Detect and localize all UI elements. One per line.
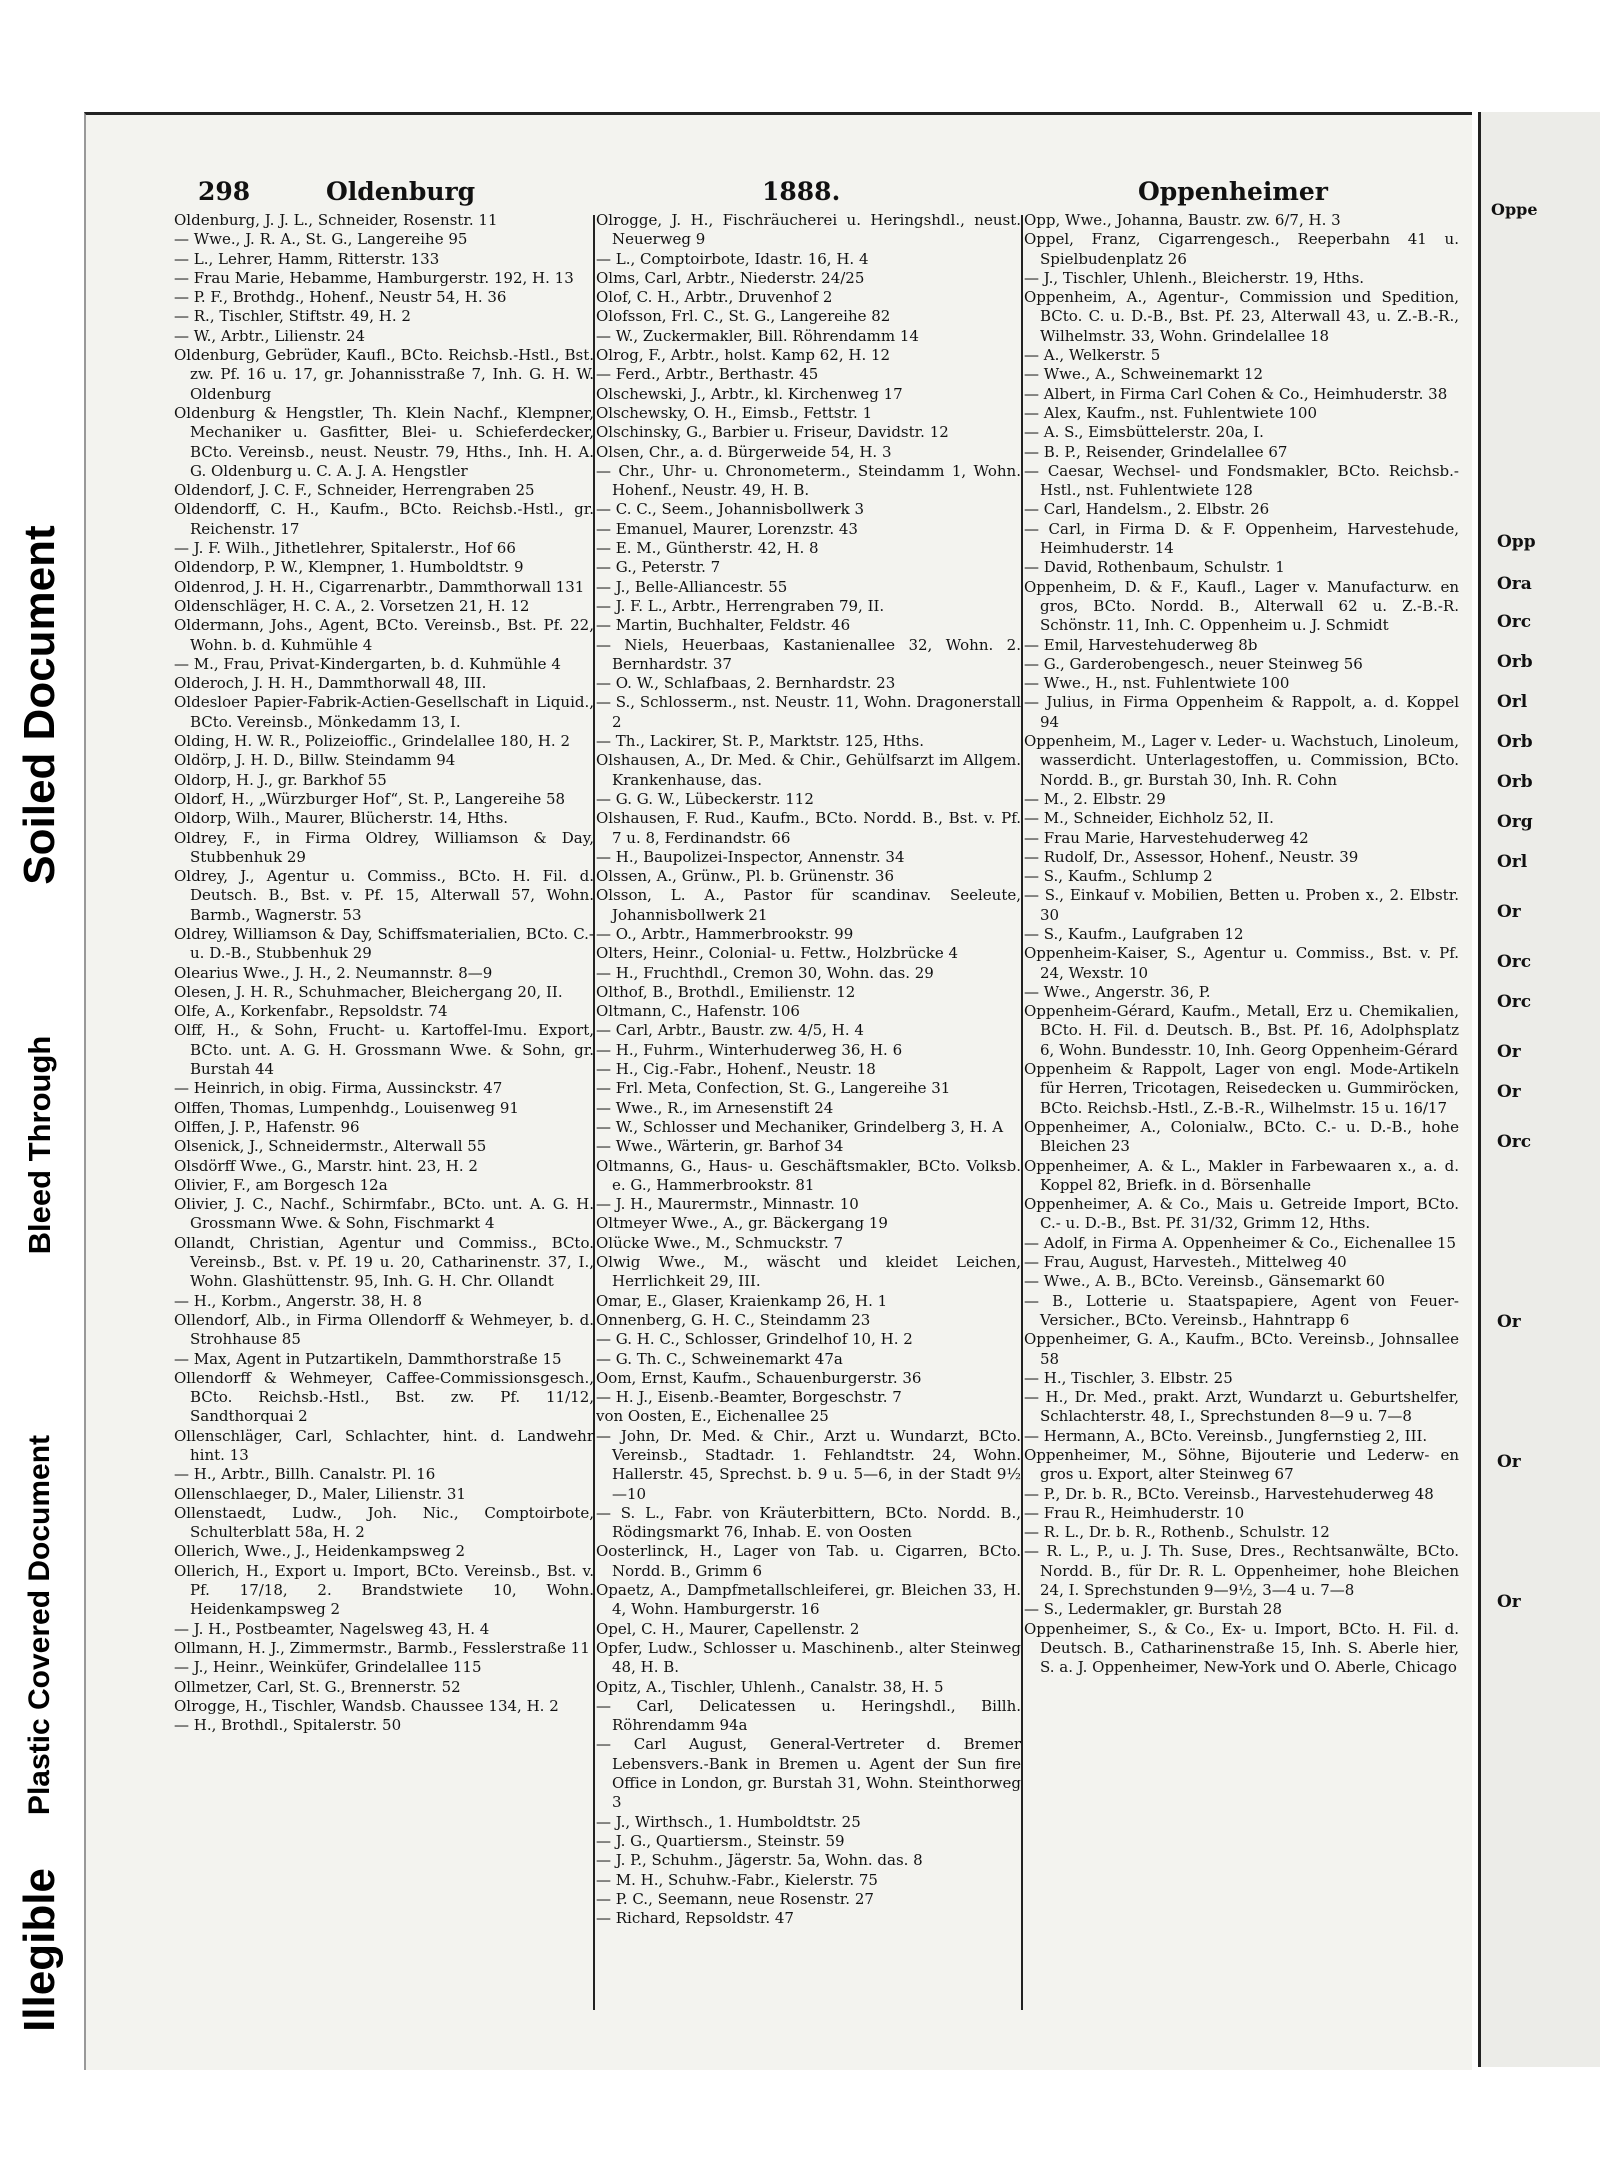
next-page-fragment: Or: [1497, 1082, 1521, 1102]
directory-entry: — Carl, Handelsm., 2. Elbstr. 26: [1024, 500, 1270, 519]
directory-entry: — Frl. Meta, Confection, St. G., Langereihe 31: [596, 1079, 951, 1098]
directory-entry: — Wwe., A., Schweinemarkt 12: [1024, 365, 1264, 384]
directory-entry: — Frau, August, Harvesteh., Mittelweg 40: [1024, 1253, 1347, 1272]
directory-entry: — C. C., Seem., Johannisbollwerk 3: [596, 500, 865, 519]
directory-entry: — Martin, Buchhalter, Feldstr. 46: [596, 616, 851, 635]
directory-entry: Oppenheimer, G. A., Kaufm., BCto. Vereinsb., Johnsallee 58: [1024, 1330, 1459, 1368]
directory-entry: — Wwe., A. B., BCto. Vereinsb., Gänsemarkt 60: [1024, 1272, 1385, 1291]
directory-entry: Opp, Wwe., Johanna, Baustr. zw. 6/7, H. 3: [1024, 211, 1341, 229]
directory-entry: Oldenschläger, H. C. A., 2. Vorsetzen 21, H. 12: [174, 596, 530, 615]
directory-entry: von Oosten, E., Eichenallee 25: [596, 1407, 829, 1426]
directory-entry: Ollenschläger, Carl, Schlachter, hint. d. Landwehr hint. 13: [174, 1426, 594, 1464]
directory-entry: Oldendorf, J. C. F., Schneider, Herrengraben 25: [174, 481, 535, 500]
directory-entry: — Carl, in Firma D. & F. Oppenheim, Harvestehude, Heimhuderstr. 14: [1024, 519, 1459, 558]
directory-entry: Olshausen, F. Rud., Kaufm., BCto. Nordd. B., Bst. v. Pf. 7 u. 8, Ferdinandstr. 66: [596, 809, 1021, 847]
directory-entry: — L., Lehrer, Hamm, Ritterstr. 133: [174, 249, 440, 268]
directory-entry: Oldenburg, J. J. L., Schneider, Rosenstr. 11: [174, 211, 498, 229]
directory-entry: Olof, C. H., Arbtr., Druvenhof 2: [596, 288, 833, 307]
directory-entry: Oltmeyer Wwe., A., gr. Bäckergang 19: [596, 1214, 888, 1233]
next-page-fragment: Org: [1497, 812, 1533, 832]
directory-entry: — G., Peterstr. 7: [596, 558, 721, 577]
next-page-fragment: Or: [1497, 902, 1521, 922]
directory-entry: Olrogge, H., Tischler, Wandsb. Chaussee 134, H. 2: [174, 1696, 559, 1715]
directory-entry: Olesen, J. H. R., Schuhmacher, Bleichergang 20, II.: [174, 982, 563, 1001]
next-page-fragment: Orl: [1497, 852, 1528, 872]
directory-entry: Ollendorf, Alb., in Firma Ollendorff & Wehmeyer, b. d. Strohhause 85: [174, 1310, 594, 1349]
directory-entry: Ollenschlaeger, D., Maler, Lilienstr. 31: [174, 1484, 466, 1503]
directory-entry: Oldermann, Johs., Agent, BCto. Vereinsb., Bst. Pf. 22, Wohn. b. d. Kuhmühle 4: [174, 616, 594, 654]
directory-entry: — Ferd., Arbtr., Berthastr. 45: [596, 365, 819, 384]
label-bleed-through: Bleed Through: [22, 1035, 57, 1255]
directory-entry: — A., Welkerstr. 5: [1024, 346, 1161, 365]
directory-entry: Oppel, Franz, Cigarrengesch., Reeperbahn 41 u. Spielbudenplatz 26: [1024, 230, 1459, 268]
directory-entry: — Caesar, Wechsel- und Fondsmakler, BCto. Reichsb.-Hstl., nst. Fuhlentwiete 128: [1024, 461, 1459, 500]
directory-entry: Oldenburg & Hengstler, Th. Klein Nachf., Klempner, Mechaniker u. Gasfitter, Blei- u. Schieferdecker, BCto. Vereinsb., neust. Neustr. 79, Hths., Inh. H. A. G. Oldenburg u. C. A. J. A. Hengstler: [174, 403, 594, 480]
directory-entry: — H., Fruchthdl., Cremon 30, Wohn. das. 29: [596, 963, 934, 982]
directory-entry: Olsdörff Wwe., G., Marstr. hint. 23, H. 2: [174, 1156, 478, 1175]
directory-entry: Olivier, J. C., Nachf., Schirmfabr., BCto. unt. A. G. H. Grossmann Wwe. & Sohn, Fischmarkt 4: [174, 1195, 594, 1233]
directory-entry: — H., Fuhrm., Winterhuderweg 36, H. 6: [596, 1040, 903, 1059]
directory-entry: Oldenrod, J. H. H., Cigarrenarbtr., Dammthorwall 131: [174, 577, 585, 596]
directory-entry: Oldorp, Wilh., Maurer, Blücherstr. 14, Hths.: [174, 809, 509, 828]
next-page-fragment: Ora: [1497, 574, 1532, 594]
directory-entry: — John, Dr. Med. & Chir., Arzt u. Wundarzt, BCto. Vereinsb., Stadtadr. 1. Fehlandtstr. 24, Wohn. Hallerstr. 45, Sprechst. b. 9 u. 5—6, in der Stadt 9½—10: [596, 1426, 1021, 1503]
label-illegible: Illegible: [15, 1868, 64, 2032]
directory-entry: — P., Dr. b. R., BCto. Vereinsb., Harvestehuderweg 48: [1024, 1484, 1434, 1503]
directory-entry: Ollmetzer, Carl, St. G., Brennerstr. 52: [174, 1677, 461, 1696]
directory-entry: Olschinsky, G., Barbier u. Friseur, Davidstr. 12: [596, 423, 949, 442]
directory-entry: — Niels, Heuerbaas, Kastanienallee 32, Wohn. 2. Bernhardstr. 37: [596, 635, 1021, 673]
directory-entry: — E. M., Güntherstr. 42, H. 8: [596, 539, 819, 558]
directory-entry: Olofsson, Frl. C., St. G., Langereihe 82: [596, 307, 891, 326]
page-number: 298: [198, 177, 251, 206]
directory-entry: Olrog, F., Arbtr., holst. Kamp 62, H. 12: [596, 346, 891, 365]
directory-entry: — Th., Lackirer, St. P., Marktstr. 125, Hths.: [596, 732, 925, 751]
directory-entry: — J. H., Postbeamter, Nagelsweg 43, H. 4: [174, 1619, 490, 1638]
directory-entry: — S., Einkauf v. Mobilien, Betten u. Proben x., 2. Elbstr. 30: [1024, 886, 1459, 924]
directory-entry: Oldenburg, Gebrüder, Kaufl., BCto. Reichsb.-Hstl., Bst. zw. Pf. 16 u. 17, gr. Johannisstraße 7, Inh. G. H. W. Oldenburg: [174, 346, 594, 403]
directory-entry: — G., Garderobengesch., neuer Steinweg 56: [1024, 654, 1363, 673]
next-page-fragment: Or: [1497, 1452, 1521, 1472]
directory-entry: Olivier, F., am Borgesch 12a: [174, 1175, 388, 1194]
directory-entry: — Carl, Arbtr., Baustr. zw. 4/5, H. 4: [596, 1021, 864, 1040]
directory-entry: Oppenheim, A., Agentur-, Commission und Spedition, BCto. C. u. D.-B., Bst. Pf. 23, Alterwall 43, u. Z.-B.-R., Wilhelmstr. 33, Wohn. Grindelallee 18: [1024, 288, 1459, 345]
directory-entry: Olffen, Thomas, Lumpenhdg., Louisenweg 91: [174, 1098, 519, 1117]
directory-entry: — J. H., Maurermstr., Minnastr. 10: [596, 1195, 859, 1214]
directory-entry: — Carl August, General-Vertreter d. Bremer Lebensvers.-Bank in Bremen u. Agent der Sun fire Office in London, gr. Burstah 31, Wohn. Steinthorweg 3: [596, 1735, 1021, 1812]
directory-entry: Oldesloer Papier-Fabrik-Actien-Gesellschaft in Liquid., BCto. Vereinsb., Mönkedamm 13, I.: [174, 693, 594, 731]
directory-entry: Olthof, B., Brothdl., Emilienstr. 12: [596, 982, 856, 1001]
directory-entry: — P. F., Brothdg., Hohenf., Neustr 54, H. 36: [174, 288, 507, 307]
coverage-legend-sidebar: [0, 0, 80, 2177]
directory-entry: Ollendorff & Wehmeyer, Caffee-Commissionsgesch., BCto. Reichsb.-Hstl., Bst. zw. Pf. 11/12, Sandthorquai 2: [174, 1368, 594, 1426]
directory-entry: — J. G., Quartiersm., Steinstr. 59: [596, 1831, 845, 1850]
directory-entry: — Albert, in Firma Carl Cohen & Co., Heimhuderstr. 38: [1024, 384, 1448, 403]
directory-entry: — Frau R., Heimhuderstr. 10: [1024, 1503, 1245, 1522]
next-page-title: Oppe: [1491, 200, 1538, 219]
directory-entry: — B., Lotterie u. Staatspapiere, Agent von Feuer-Versicher., BCto. Vereinsb., Hahntrapp 6: [1024, 1291, 1459, 1329]
directory-entry: — G. H. C., Schlosser, Grindelhof 10, H. 2: [596, 1330, 913, 1349]
next-page-fragment: Or: [1497, 1042, 1521, 1062]
directory-entry: Oppenheim, M., Lager v. Leder- u. Wachstuch, Linoleum, wasserdicht. Unterlagestoffen, u. Commission, BCto. Nordd. B., gr. Burstah 30, Inh. R. Cohn: [1024, 732, 1459, 789]
directory-entry: Oppenheim & Rappolt, Lager von engl. Mode-Artikeln für Herren, Tricotagen, Reisedecken u. Gummiröcken, BCto. Reichsb.-Hstl., Z.-B.-R., Wilhelmstr. 15 u. 16/17: [1024, 1060, 1459, 1117]
directory-entry: — Max, Agent in Putzartikeln, Dammthorstraße 15: [174, 1349, 562, 1368]
directory-entry: — Wwe., Wärterin, gr. Barhof 34: [596, 1137, 844, 1156]
directory-entry: — Wwe., J. R. A., St. G., Langereihe 95: [174, 230, 468, 249]
directory-entry: Olsson, L. A., Pastor für scandinav. Seeleute, Johannisbollwerk 21: [596, 886, 1021, 924]
directory-entry: Oppenheimer, M., Söhne, Bijouterie und Lederw- en gros u. Export, alter Steinweg 67: [1024, 1446, 1459, 1484]
directory-entry: Olssen, A., Grünw., Pl. b. Grünenstr. 36: [596, 867, 894, 886]
directory-entry: — H., Tischler, 3. Elbstr. 25: [1024, 1368, 1233, 1387]
directory-entry: — Julius, in Firma Oppenheim & Rappolt, a. d. Koppel 94: [1024, 693, 1459, 731]
directory-entry: Oldendorp, P. W., Klempner, 1. Humboldtstr. 9: [174, 558, 524, 577]
directory-entry: Olwig Wwe., M., wäscht und kleidet Leichen, Herrlichkeit 29, III.: [596, 1253, 1021, 1291]
directory-entry: — L., Comptoirbote, Idastr. 16, H. 4: [596, 249, 869, 268]
directory-entry: — O., Arbtr., Hammerbrookstr. 99: [596, 924, 854, 943]
directory-entry: — Rudolf, Dr., Assessor, Hohenf., Neustr. 39: [1024, 847, 1359, 866]
directory-entry: Olffen, J. P., Hafenstr. 96: [174, 1117, 360, 1136]
directory-entry: Oldrey, Williamson & Day, Schiffsmaterialien, BCto. C.- u. D.-B., Stubbenhuk 29: [174, 924, 594, 963]
directory-entry: Oldendorff, C. H., Kaufm., BCto. Reichsb.-Hstl., gr. Reichenstr. 17: [174, 500, 594, 538]
directory-entry: — Alex, Kaufm., nst. Fuhlentwiete 100: [1024, 403, 1317, 422]
directory-entry: Oom, Ernst, Kaufm., Schauenburgerstr. 36: [596, 1368, 922, 1387]
directory-entry: Oldorf, H., „Würzburger Hof“, St. P., Langereihe 58: [174, 789, 566, 808]
directory-entry: — W., Schlosser und Mechaniker, Grindelberg 3, H. A: [596, 1117, 1004, 1136]
running-title-right: Oppenheimer: [1138, 177, 1328, 206]
directory-entry: — Emil, Harvestehuderweg 8b: [1024, 635, 1258, 654]
label-plastic-covered: Plastic Covered Document: [23, 1434, 56, 1816]
next-page-fragment: Opp: [1497, 532, 1536, 552]
directory-entry: — J., Heinr., Weinküfer, Grindelallee 115: [174, 1658, 482, 1677]
directory-entry: Omar, E., Glaser, Kraienkamp 26, H. 1: [596, 1291, 888, 1310]
directory-entry: Opaetz, A., Dampfmetallschleiferei, gr. Bleichen 33, H. 4, Wohn. Hamburgerstr. 16: [596, 1581, 1021, 1619]
directory-entry: — G. G. W., Lübeckerstr. 112: [596, 789, 814, 808]
directory-entry: — H., Baupolizei-Inspector, Annenstr. 34: [596, 847, 905, 866]
directory-entry: Olrogge, J. H., Fischräucherei u. Heringshdl., neust. Neuerweg 9: [596, 211, 1021, 249]
directory-entry: Olding, H. W. R., Polizeioffic., Grindelallee 180, H. 2: [174, 732, 570, 751]
directory-entry: Olshausen, A., Dr. Med. & Chir., Gehülfsarzt im Allgem. Krankenhause, das.: [596, 751, 1021, 789]
next-page-fragment: Orc: [1497, 1132, 1532, 1152]
next-page-fragment: Orl: [1497, 692, 1528, 712]
directory-entry: — Hermann, A., BCto. Vereinsb., Jungfernstieg 2, III.: [1024, 1426, 1428, 1445]
directory-entry: — Adolf, in Firma A. Oppenheimer & Co., Eichenallee 15: [1024, 1233, 1457, 1252]
directory-entry: Ollmann, H. J., Zimmermstr., Barmb., Fesslerstraße 11: [174, 1638, 590, 1657]
directory-entry: — H., Brothdl., Spitalerstr. 50: [174, 1716, 402, 1735]
directory-entry: — R., Tischler, Stiftstr. 49, H. 2: [174, 307, 411, 326]
directory-entry: — P. C., Seemann, neue Rosenstr. 27: [596, 1889, 874, 1908]
directory-entry: Oldrey, F., in Firma Oldrey, Williamson & Day, Stubbenhuk 29: [174, 828, 594, 866]
directory-entry: — M., 2. Elbstr. 29: [1024, 789, 1166, 808]
directory-entry: — J. P., Schuhm., Jägerstr. 5a, Wohn. das. 8: [596, 1851, 923, 1870]
directory-entry: — S., Kaufm., Laufgraben 12: [1024, 924, 1244, 943]
directory-entry: — Wwe., H., nst. Fuhlentwiete 100: [1024, 674, 1290, 693]
directory-entry: Olearius Wwe., J. H., 2. Neumannstr. 8—9: [174, 963, 493, 982]
directory-entry: Ollerich, H., Export u. Import, BCto. Vereinsb., Bst. v. Pf. 17/18, 2. Brandstwiete 10, Wohn. Heidenkampsweg 2: [174, 1561, 594, 1619]
directory-entry: Oppenheim-Gérard, Kaufm., Metall, Erz u. Chemikalien, BCto. H. Fil. d. Deutsch. B., Bst. Pf. 16, Adolphsplatz 6, Wohn. Bundesstr. 10, Inh. Georg Oppenheim-Gérard: [1024, 1002, 1459, 1059]
directory-entry: — J., Wirthsch., 1. Humboldtstr. 25: [596, 1812, 861, 1831]
directory-entry: Oppenheimer, A. & L., Makler in Farbewaaren x., a. d. Koppel 82, Briefk. in d. Börsenhalle: [1024, 1156, 1459, 1194]
directory-entry: — Wwe., R., im Arnesenstift 24: [596, 1098, 834, 1117]
directory-entry: — O. W., Schlafbaas, 2. Bernhardstr. 23: [596, 674, 896, 693]
directory-entry: — S., Schlosserm., nst. Neustr. 11, Wohn. Dragonerstall 2: [596, 693, 1021, 731]
directory-entry: — H., Arbtr., Billh. Canalstr. Pl. 16: [174, 1465, 436, 1484]
directory-entry: — R. L., Dr. b. R., Rothenb., Schulstr. 12: [1024, 1523, 1330, 1542]
directory-entry: — Carl, Delicatessen u. Heringshdl., Billh. Röhrendamm 94a: [596, 1696, 1021, 1735]
directory-entry: Olschewsky, O. H., Eimsb., Fettstr. 1: [596, 403, 873, 422]
directory-entry: Opel, C. H., Maurer, Capellenstr. 2: [596, 1619, 860, 1638]
directory-entry: Olff, H., & Sohn, Frucht- u. Kartoffel-Imu. Export, BCto. unt. A. G. H. Grossmann Wwe. & Sohn, gr. Burstah 44: [174, 1021, 594, 1079]
directory-entry: — W., Zuckermakler, Bill. Röhrendamm 14: [596, 326, 919, 345]
directory-entry: Oppenheim-Kaiser, S., Agentur u. Commiss., Bst. v. Pf. 24, Wexstr. 10: [1024, 944, 1459, 982]
directory-entry: Oltmanns, G., Haus- u. Geschäftsmakler, BCto. Volksb. e. G., Hammerbrookstr. 81: [596, 1156, 1021, 1194]
directory-entry: Ollerich, Wwe., J., Heidenkampsweg 2: [174, 1542, 466, 1561]
directory-entry: Oosterlinck, H., Lager von Tab. u. Cigarren, BCto. Nordd. B., Grimm 6: [596, 1542, 1021, 1580]
directory-entry: — A. S., Eimsbüttelerstr. 20a, I.: [1024, 423, 1264, 442]
directory-entry: — Emanuel, Maurer, Lorenzstr. 43: [596, 519, 858, 538]
directory-column-3: [1024, 211, 1459, 2021]
next-page-fragment: Orb: [1497, 772, 1533, 792]
next-page-edge: [1478, 112, 1600, 2067]
directory-entry: Olters, Heinr., Colonial- u. Fettw., Holzbrücke 4: [596, 944, 959, 963]
directory-entry: — Heinrich, in obig. Firma, Aussinckstr. 47: [174, 1079, 503, 1098]
directory-entry: Olms, Carl, Arbtr., Niederstr. 24/25: [596, 268, 865, 287]
directory-entry: Onnenberg, G. H. C., Steindamm 23: [596, 1310, 871, 1329]
directory-entry: — B. P., Reisender, Grindelallee 67: [1024, 442, 1288, 461]
directory-entry: Opfer, Ludw., Schlosser u. Maschinenb., alter Steinweg 48, H. B.: [596, 1638, 1021, 1677]
directory-column-2: [596, 211, 1021, 2021]
next-page-fragment: Orc: [1497, 992, 1532, 1012]
directory-entry: — Frau Marie, Harvestehuderweg 42: [1024, 828, 1309, 847]
directory-entry: — G. Th. C., Schweinemarkt 47a: [596, 1349, 843, 1368]
directory-entry: Oldorp, H. J., gr. Barkhof 55: [174, 770, 387, 789]
directory-entry: — S. L., Fabr. von Kräuterbittern, BCto. Nordd. B., Rödingsmarkt 76, Inhab. E. von Oosten: [596, 1503, 1021, 1542]
directory-entry: — Frau Marie, Hebamme, Hamburgerstr. 192, H. 13: [174, 268, 574, 287]
directory-entry: Olschewski, J., Arbtr., kl. Kirchenweg 17: [596, 384, 903, 403]
directory-entry: Oppenheimer, A. & Co., Mais u. Getreide Import, BCto. C.- u. D.-B., Bst. Pf. 31/32, Grimm 12, Hths.: [1024, 1195, 1459, 1233]
directory-entry: — H., Cig.-Fabr., Hohenf., Neustr. 18: [596, 1060, 876, 1079]
directory-entry: Oltmann, C., Hafenstr. 106: [596, 1002, 800, 1021]
directory-entry: Ollandt, Christian, Agentur und Commiss., BCto. Vereinsb., Bst. v. Pf. 19 u. 20, Catharinenstr. 37, I., Wohn. Glashüttenstr. 95, Inh. G. H. Chr. Ollandt: [174, 1233, 594, 1291]
directory-entry: Olsen, Chr., a. d. Bürgerweide 54, H. 3: [596, 442, 892, 461]
directory-entry: — J., Belle-Alliancestr. 55: [596, 577, 788, 596]
directory-entry: Opitz, A., Tischler, Uhlenh., Canalstr. 38, H. 5: [596, 1677, 944, 1696]
directory-entry: — Chr., Uhr- u. Chronometerm., Steindamm 1, Wohn. Hohenf., Neustr. 49, H. B.: [596, 461, 1021, 500]
directory-entry: — S., Kaufm., Schlump 2: [1024, 867, 1213, 886]
next-page-fragment: Or: [1497, 1312, 1521, 1332]
directory-entry: Olücke Wwe., M., Schmuckstr. 7: [596, 1233, 844, 1252]
directory-entry: — M., Frau, Privat-Kindergarten, b. d. Kuhmühle 4: [174, 654, 561, 673]
edition-year: 1888.: [762, 177, 841, 206]
directory-column-1: [174, 211, 594, 2021]
directory-entry: — H., Korbm., Angerstr. 38, H. 8: [174, 1291, 422, 1310]
directory-entry: Oppenheimer, A., Colonialw., BCto. C.- u. D.-B., hohe Bleichen 23: [1024, 1117, 1459, 1156]
directory-page: [84, 112, 1472, 2070]
directory-entry: Oldörp, J. H. D., Billw. Steindamm 94: [174, 751, 456, 770]
directory-entry: — J. F. Wilh., Jithetlehrer, Spitalerstr., Hof 66: [174, 539, 516, 558]
next-page-fragment: Orb: [1497, 732, 1533, 752]
next-page-fragment: Orc: [1497, 952, 1532, 972]
directory-entry: — M. H., Schuhw.-Fabr., Kielerstr. 75: [596, 1870, 878, 1889]
column-divider: [1021, 215, 1023, 2010]
directory-entry: Oppenheimer, S., & Co., Ex- u. Import, BCto. H. Fil. d. Deutsch. B., Catharinenstraße 15, Inh. S. Aberle hier, S. a. J. Oppenheimer, New-York und O. Aberle, Chicago: [1024, 1619, 1459, 1677]
directory-entry: Oldrey, J., Agentur u. Commiss., BCto. H. Fil. d. Deutsch. B., Bst. v. Pf. 15, Alterwall 57, Wohn. Barmb., Wagnerstr. 53: [174, 867, 594, 924]
directory-entry: Olderoch, J. H. H., Dammthorwall 48, III.: [174, 674, 487, 693]
directory-entry: Ollenstaedt, Ludw., Joh. Nic., Comptoirbote, Schulterblatt 58a, H. 2: [174, 1503, 594, 1542]
next-page-fragment: Orb: [1497, 652, 1533, 672]
directory-entry: — R. L., P., u. J. Th. Suse, Dres., Rechtsanwälte, BCto. Nordd. B., für Dr. R. L. Oppenheimer, hohe Bleichen 24, I. Sprechstunden 9—9½, 3—4 u. 7—8: [1024, 1542, 1459, 1600]
directory-entry: — H. J., Eisenb.-Beamter, Borgeschstr. 7: [596, 1388, 902, 1407]
directory-entry: — Richard, Repsoldstr. 47: [596, 1909, 794, 1928]
directory-entry: — J., Tischler, Uhlenh., Bleicherstr. 19, Hths.: [1024, 268, 1365, 287]
directory-entry: Olfe, A., Korkenfabr., Repsoldstr. 74: [174, 1002, 448, 1021]
directory-entry: — S., Ledermakler, gr. Burstah 28: [1024, 1600, 1282, 1619]
directory-entry: — J. F. L., Arbtr., Herrengraben 79, II.: [596, 596, 885, 615]
directory-entry: Oppenheim, D. & F., Kaufl., Lager v. Manufacturw. en gros, BCto. Nordd. B., Alterwall 62 u. Z.-B.-R. Schönstr. 11, Inh. C. Oppenheim u. J. Schmidt: [1024, 577, 1459, 635]
directory-entry: Olsenick, J., Schneidermstr., Alterwall 55: [174, 1137, 487, 1156]
label-soiled-document: Soiled Document: [15, 525, 64, 885]
next-page-fragment: Orc: [1497, 612, 1532, 632]
directory-entry: — W., Arbtr., Lilienstr. 24: [174, 326, 366, 345]
directory-entry: — Wwe., Angerstr. 36, P.: [1024, 982, 1211, 1001]
directory-entry: — H., Dr. Med., prakt. Arzt, Wundarzt u. Geburtshelfer, Schlachterstr. 48, I., Sprechstunden 8—9 u. 7—8: [1024, 1388, 1459, 1426]
directory-entry: — David, Rothenbaum, Schulstr. 1: [1024, 558, 1285, 577]
running-title-left: Oldenburg: [326, 177, 476, 206]
page-header: [86, 177, 1472, 211]
next-page-fragment: Or: [1497, 1592, 1521, 1612]
directory-entry: — M., Schneider, Eichholz 52, II.: [1024, 809, 1274, 828]
